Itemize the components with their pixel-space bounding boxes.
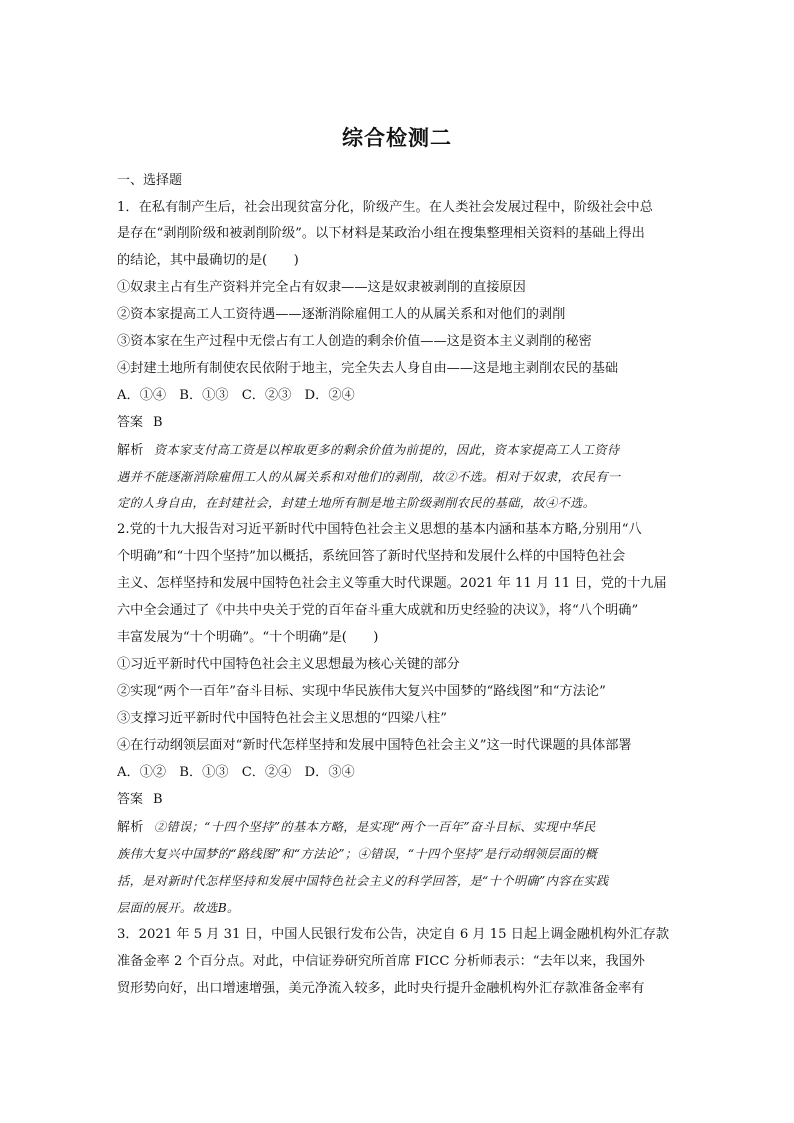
q2-stem-line: 六中全会通过了《中共中央关于党的百年奋斗重大成就和历史经验的决议》，将“八个明确”	[117, 603, 639, 618]
q1-answer-value: B	[153, 415, 163, 430]
q1-choices: A．①④ B．①③ C．②③ D．②④	[117, 388, 355, 403]
q2-answer-label: 答案	[117, 792, 144, 807]
q1-explain-line: 资本家支付高工资是以榨取更多的剩余价值为前提的，因此，资本家提高工人工资待	[153, 443, 620, 457]
q1-explain-label: 解析	[117, 443, 144, 458]
q1-answer	[117, 414, 682, 432]
q1-option: ④封建土地所有制使农民依附于地主，完全失去人身自由——这是地主剥削农民的基础	[117, 361, 619, 376]
q2-option: ③支撑习近平新时代中国特色社会主义思想的“四梁八柱”	[117, 711, 447, 726]
q2-stem-line: 丰富发展为“十个明确”。“十个明确”是( )	[117, 630, 379, 645]
q1-explain-line: 定的人身自由，在封建社会，封建土地所有制是地主阶级剥削农民的基础，故④不选。	[117, 496, 596, 510]
q1-option: ③资本家在生产过程中无偿占有工人创造的剩余价值——这是资本主义剥削的秘密	[117, 334, 592, 349]
q2-explanation	[117, 818, 682, 837]
q1-stem-line: 1．在私有制产生后，社会出现贫富分化，阶级产生。在人类社会发展过程中，阶级社会中总	[117, 200, 653, 215]
q2-option: ②实现“两个一百年”奋斗目标、实现中华民族伟大复兴中国梦的“路线图”和“方法论”	[117, 684, 606, 699]
q1-answer-label: 答案	[117, 415, 144, 430]
q2-answer	[117, 791, 682, 809]
section-heading: 一、选择题	[117, 173, 183, 188]
page-title: 综合检测二	[342, 126, 452, 150]
q1-option: ①奴隶主占有生产资料并完全占有奴隶——这是奴隶被剥削的直接原因	[117, 280, 526, 295]
q2-explain-label: 解析	[117, 820, 144, 835]
q1-option: ②资本家提高工人工资待遇——逐渐消除雇佣工人的从属关系和对他们的剥削	[117, 307, 566, 322]
q2-stem-line: 主义、怎样坚持和发展中国特色社会主义等重大时代课题。2021 年 11 月 11 日，党的十九届	[117, 576, 667, 591]
q1-stem-line: 的结论，其中最确切的是( )	[117, 253, 299, 268]
q1-explain-line: 遇并不能逐渐消除雇佣工人的从属关系和对他们的剥削，故②不选。相对于奴隶，农民有一	[117, 470, 621, 484]
q2-stem-line: 2.党的十九大报告对习近平新时代中国特色社会主义思想的基本内涵和基本方略,分别用“八	[117, 522, 642, 537]
q2-stem-line: 个明确”和“十四个坚持”加以概括，系统回答了新时代坚持和发展什么样的中国特色社会	[117, 549, 626, 564]
q2-answer-value: B	[153, 792, 163, 807]
q1-stem-line: 是存在“剥削阶级和被剥削阶级”。以下材料是某政治小组在搜集整理相关资料的基础上得出	[117, 226, 645, 241]
q2-option: ④在行动纲领层面对“新时代怎样坚持和发展中国特色社会主义”这一时代课题的具体部署	[117, 738, 632, 753]
q2-option: ①习近平新时代中国特色社会主义思想最为核心关键的部分	[117, 657, 460, 672]
q2-explain-line: ②错误；“十四个坚持”的基本方略，是实现“两个一百年”奋斗目标、实现中华民	[153, 820, 596, 834]
q1-explanation	[117, 441, 682, 460]
q2-explain-line: 族伟大复兴中国梦的“路线图”和“方法论”；④错误，“十四个坚持”是行动纲领层面的概	[117, 847, 598, 861]
q2-explain-line: 括，是对新时代怎样坚持和发展中国特色社会主义的科学回答，是“十个明确”内容在实践	[117, 874, 609, 888]
q2-explain-line: 层面的展开。故选B。	[117, 901, 240, 915]
q3-stem-line: 贸形势向好，出口增速增强，美元净流入较多，此时央行提升金融机构外汇存款准备金率有	[117, 981, 645, 996]
q2-choices: A．①② B．①③ C．②④ D．③④	[117, 765, 355, 780]
q3-stem-line: 准备金率 2 个百分点。对此，中信证券研究所首席 FICC 分析师表示：“去年以来，我国外	[117, 954, 645, 969]
q3-stem-line: 3．2021 年 5 月 31 日，中国人民银行发布公告，决定自 6 月 15 日起上调金融机构外汇存款	[117, 927, 670, 942]
